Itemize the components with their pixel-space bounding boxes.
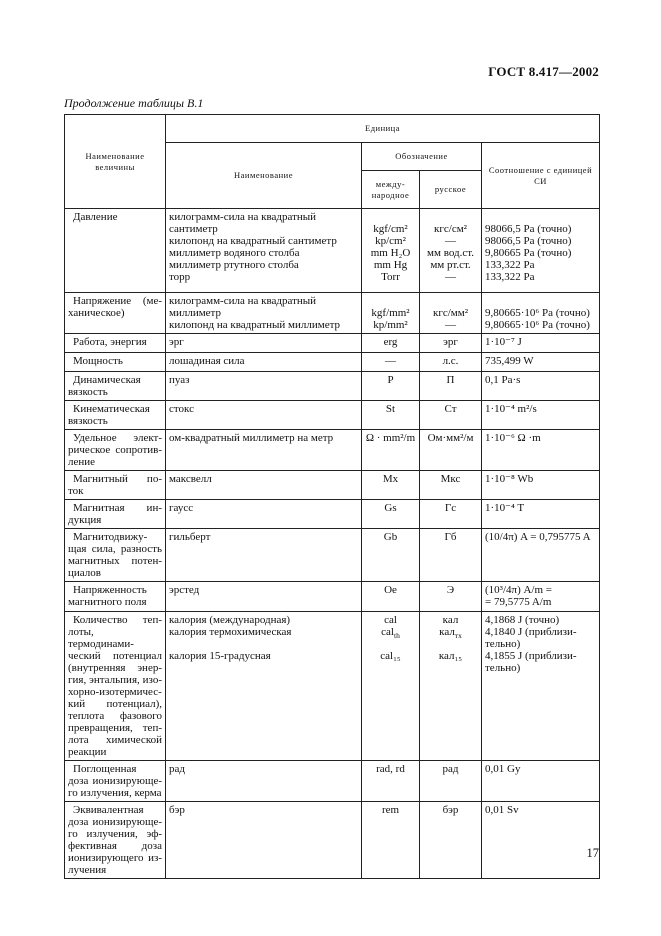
intl-symbol-line: P: [387, 374, 394, 386]
table-row: [65, 293, 600, 334]
rus-symbol-line: эрг: [443, 336, 458, 348]
quantity-line: го излучения, эф-: [68, 828, 162, 840]
russian-symbol-cell: [420, 353, 482, 372]
russian-symbol-cell: [420, 372, 482, 401]
rus-symbol-line: Э: [446, 584, 455, 596]
unit-name-cell: [166, 209, 362, 293]
intl-symbol-line: rad, rd: [376, 763, 405, 775]
unit-name-cell: [166, 761, 362, 802]
si-relation-line: 4,1868 J (точно): [485, 614, 560, 626]
quantity-line: Магнитный по-: [73, 473, 162, 485]
si-relation-line: 1·10⁻⁷ J: [485, 336, 522, 348]
table-row: [65, 401, 600, 430]
quantity-line: Давление: [73, 211, 118, 223]
rus-symbol-line: Гб: [444, 531, 457, 543]
international-symbol-cell: [362, 401, 420, 430]
unit-name-line: сантиметр: [169, 223, 218, 235]
table-row: [65, 529, 600, 582]
si-relation-cell: [482, 293, 600, 334]
russian-symbol-cell: [420, 529, 482, 582]
unit-name-line: ом-квадратный миллиметр на метр: [169, 432, 334, 444]
russian-symbol-cell: [420, 293, 482, 334]
unit-name-line: миллиметр: [169, 307, 221, 319]
quantity-line: щая сила, разность: [68, 543, 162, 555]
si-relation-line: (10/4π) A = 0,795775 A: [485, 531, 591, 543]
unit-name-line: гаусс: [169, 502, 194, 514]
intl-symbol-line: St: [385, 403, 396, 415]
si-relation-line: 1·10⁻⁶ Ω ·m: [485, 432, 541, 444]
quantity-cell: [65, 430, 166, 471]
quantity-line: Магнитная ин-: [73, 502, 162, 514]
quantity-cell: [65, 471, 166, 500]
unit-name-line: килограмм-сила на квадратный: [169, 211, 317, 223]
russian-symbol-cell: [420, 471, 482, 500]
quantity-line: рическое сопротив-: [68, 444, 162, 456]
si-relation-cell: [482, 529, 600, 582]
unit-name-cell: [166, 293, 362, 334]
rus-symbol-line: мм рт.ст.: [430, 259, 471, 271]
unit-name-line: [169, 638, 358, 650]
quantity-line: Кинематическая: [73, 403, 150, 415]
rus-symbol-line: кал: [442, 614, 459, 626]
si-relation-line: 133,322 Pa: [485, 271, 535, 283]
si-relation-line: = 79,5775 A/m: [485, 596, 552, 608]
quantity-line: ческий потенциал: [68, 650, 162, 662]
si-relation-line: 9,80665·10⁶ Pa (точно): [485, 307, 590, 319]
si-relation-cell: [482, 802, 600, 879]
rus-symbol-line: —: [445, 271, 456, 283]
page-number: 17: [586, 846, 599, 860]
table-row: [65, 430, 600, 471]
unit-name-cell: [166, 582, 362, 612]
quantity-line: Напряженность: [73, 584, 147, 596]
si-relation-cell: [482, 612, 600, 761]
si-relation-line: 1·10⁻⁴ T: [485, 502, 525, 514]
international-symbol-cell: [362, 802, 420, 879]
table-row: [65, 612, 600, 761]
unit-name-line: лошадиная сила: [169, 355, 245, 367]
intl-symbol-line: mm H₂O: [370, 247, 411, 259]
unit-name-cell: [166, 430, 362, 471]
rus-symbol-line: [423, 638, 478, 650]
unit-name-line: килопонд на квадратный миллиметр: [169, 319, 341, 331]
intl-symbol-line: cal₁₅: [380, 650, 401, 662]
intl-symbol-line: erg: [383, 336, 398, 348]
quantity-line: лоты, термодинами-: [68, 626, 134, 650]
intl-symbol-line: rem: [381, 804, 400, 816]
unit-name-cell: [166, 500, 362, 529]
intl-symbol-line: kp/cm²: [375, 235, 406, 247]
unit-name-line: калория 15-градусная: [169, 650, 271, 662]
intl-symbol-line: Gs: [384, 502, 397, 514]
intl-symbol-line: [365, 211, 416, 223]
rus-symbol-line: [423, 211, 478, 223]
si-relation-cell: [482, 471, 600, 500]
unit-name-line: калория термохимическая: [169, 626, 292, 638]
intl-symbol-line: Torr: [381, 271, 400, 283]
quantity-line: кий потенциал),: [68, 698, 162, 710]
table-body: [65, 209, 600, 879]
table-row: [65, 372, 600, 401]
intl-symbol-line: [365, 638, 416, 650]
quantity-cell: [65, 612, 166, 761]
international-symbol-cell: [362, 293, 420, 334]
quantity-line: циалов: [68, 567, 101, 579]
intl-symbol-line: kp/mm²: [373, 319, 408, 331]
quantity-line: го излучения, керма: [68, 787, 162, 799]
unit-name-cell: [166, 471, 362, 500]
si-relation-line: 0,01 Sv: [485, 804, 519, 816]
table-row: [65, 802, 600, 879]
quantity-cell: [65, 209, 166, 293]
unit-name-line: килопонд на квадратный сантиметр: [169, 235, 337, 247]
quantity-line: доза ионизирующе-: [68, 775, 162, 787]
table-row: [65, 353, 600, 372]
si-relation-line: тельно): [485, 662, 521, 674]
international-symbol-cell: [362, 334, 420, 353]
intl-symbol-line: Ω · mm²/m: [365, 432, 416, 444]
quantity-line: Поглощенная: [73, 763, 137, 775]
russian-symbol-cell: [420, 334, 482, 353]
quantity-line: теплота фазового: [68, 710, 162, 722]
quantity-line: реакции: [68, 746, 107, 758]
table-row: [65, 471, 600, 500]
intl-symbol-line: mm Hg: [373, 259, 408, 271]
unit-name-line: торр: [169, 271, 191, 283]
quantity-line: магнитных потен-: [68, 555, 162, 567]
si-relation-line: 9,80665·10⁶ Pa (точно): [485, 319, 590, 331]
header-designation: Обозначение: [362, 143, 482, 171]
russian-symbol-cell: [420, 209, 482, 293]
header-russian: русское: [420, 171, 482, 209]
international-symbol-cell: [362, 353, 420, 372]
unit-name-line: рад: [169, 763, 185, 775]
si-relation-line: 4,1840 J (приблизи-: [485, 626, 577, 638]
intl-symbol-line: Mx: [382, 473, 399, 485]
si-relation-cell: [482, 500, 600, 529]
quantity-line: доза ионизирующе-: [68, 816, 162, 828]
quantity-line: Работа, энергия: [73, 336, 147, 348]
unit-name-line: миллиметр ртутного столба: [169, 259, 299, 271]
unit-name-line: пуаз: [169, 374, 190, 386]
quantity-cell: [65, 761, 166, 802]
rus-symbol-line: Ст: [444, 403, 457, 415]
international-symbol-cell: [362, 471, 420, 500]
quantity-line: Напряжение (ме-: [73, 295, 162, 307]
rus-symbol-line: кал$_{тх}$: [439, 626, 462, 641]
table-row: [65, 761, 600, 802]
quantity-line: ханическое): [68, 307, 125, 319]
quantity-line: Удельное элект-: [73, 432, 162, 444]
unit-name-cell: [166, 401, 362, 430]
quantity-line: превращения, теп-: [68, 722, 162, 734]
quantity-cell: [65, 529, 166, 582]
quantity-line: вязкость: [68, 386, 108, 398]
si-relation-line: тельно): [485, 638, 521, 650]
units-table: [64, 114, 600, 879]
russian-symbol-cell: [420, 802, 482, 879]
table-row: [65, 334, 600, 353]
table-row: [65, 582, 600, 612]
international-symbol-cell: [362, 500, 420, 529]
rus-symbol-line: мм вод.ст.: [427, 247, 474, 259]
rus-symbol-line: кал₁₅: [438, 650, 463, 662]
si-relation-line: (10³/4π) A/m =: [485, 584, 552, 596]
si-relation-line: 1·10⁻⁴ m²/s: [485, 403, 537, 415]
rus-symbol-line: бэр: [442, 804, 459, 816]
rus-symbol-line: П: [446, 374, 455, 386]
quantity-cell: [65, 582, 166, 612]
international-symbol-cell: [362, 612, 420, 761]
si-relation-cell: [482, 353, 600, 372]
russian-symbol-cell: [420, 761, 482, 802]
rus-symbol-line: —: [445, 235, 456, 247]
rus-symbol-line: рад: [442, 763, 459, 775]
international-symbol-cell: [362, 209, 420, 293]
table-caption: Продолжение таблицы В.1: [64, 96, 204, 110]
header-unit: Единица: [166, 115, 600, 143]
quantity-cell: [65, 500, 166, 529]
quantity-line: магнитного поля: [68, 596, 147, 608]
russian-symbol-cell: [420, 612, 482, 761]
quantity-line: гия, энтальпия, изо-: [68, 674, 162, 686]
si-relation-line: 98066,5 Pa (точно): [485, 235, 572, 247]
unit-name-cell: [166, 353, 362, 372]
quantity-line: Мощность: [73, 355, 123, 367]
intl-symbol-line: kgf/cm²: [373, 223, 408, 235]
quantity-cell: [65, 334, 166, 353]
unit-name-line: максвелл: [169, 473, 212, 485]
quantity-line: дукция: [68, 514, 102, 526]
international-symbol-cell: [362, 430, 420, 471]
russian-symbol-cell: [420, 401, 482, 430]
unit-name-line: эрг: [169, 336, 184, 348]
si-relation-line: 4,1855 J (приблизи-: [485, 650, 577, 662]
rus-symbol-line: Ом·мм²/м: [427, 432, 474, 444]
si-relation-cell: [482, 209, 600, 293]
quantity-cell: [65, 372, 166, 401]
header-unit-name: Наименование: [166, 143, 362, 209]
si-relation-line: 735,499 W: [485, 355, 534, 367]
rus-symbol-line: л.с.: [442, 355, 459, 367]
quantity-line: вязкость: [68, 415, 108, 427]
russian-symbol-cell: [420, 430, 482, 471]
intl-symbol-line: [365, 295, 416, 307]
quantity-line: Динамическая: [73, 374, 141, 386]
unit-name-line: бэр: [169, 804, 185, 816]
intl-symbol-line: Oe: [384, 584, 397, 596]
document-header: ГОСТ 8.417—2002: [488, 64, 599, 79]
si-relation-line: [485, 211, 596, 223]
international-symbol-cell: [362, 372, 420, 401]
si-relation-cell: [482, 334, 600, 353]
table-row: [65, 209, 600, 293]
header-quantity-name: Наименование величины: [65, 115, 166, 209]
rus-symbol-line: Гс: [444, 502, 457, 514]
quantity-line: Магнитодвижу-: [73, 531, 148, 543]
quantity-line: фективная доза: [68, 840, 162, 852]
unit-name-line: калория (международная): [169, 614, 291, 626]
si-relation-cell: [482, 582, 600, 612]
si-relation-line: 0,01 Gy: [485, 763, 521, 775]
si-relation-cell: [482, 430, 600, 471]
quantity-line: (внутренняя энер-: [68, 662, 162, 674]
unit-name-line: килограмм-сила на квадратный: [169, 295, 317, 307]
si-relation-cell: [482, 401, 600, 430]
quantity-cell: [65, 802, 166, 879]
unit-name-line: гильберт: [169, 531, 211, 543]
si-relation-line: 133,322 Pa: [485, 259, 535, 271]
quantity-line: хорно-изотермичес-: [68, 686, 162, 698]
intl-symbol-line: cal: [384, 614, 397, 626]
quantity-cell: [65, 401, 166, 430]
si-relation-line: 9,80665 Pa (точно): [485, 247, 572, 259]
quantity-line: ток: [68, 485, 84, 497]
quantity-line: лучения: [68, 864, 107, 876]
header-international: между- народное: [362, 171, 420, 209]
header-relation: Соотношение с единицей СИ: [482, 143, 600, 209]
quantity-line: ление: [68, 456, 96, 468]
si-relation-cell: [482, 372, 600, 401]
intl-symbol-line: kgf/mm²: [371, 307, 410, 319]
unit-name-line: стокс: [169, 403, 194, 415]
quantity-line: ионизирующего из-: [68, 852, 162, 864]
unit-name-line: эрстед: [169, 584, 200, 596]
international-symbol-cell: [362, 761, 420, 802]
quantity-line: Количество теп-: [73, 614, 162, 626]
unit-name-cell: [166, 802, 362, 879]
rus-symbol-line: [423, 295, 478, 307]
unit-name-cell: [166, 612, 362, 761]
russian-symbol-cell: [420, 500, 482, 529]
unit-name-cell: [166, 529, 362, 582]
rus-symbol-line: кгс/мм²: [432, 307, 468, 319]
quantity-cell: [65, 353, 166, 372]
international-symbol-cell: [362, 582, 420, 612]
table-row: [65, 500, 600, 529]
si-relation-line: 98066,5 Pa (точно): [485, 223, 572, 235]
unit-name-cell: [166, 372, 362, 401]
quantity-cell: [65, 293, 166, 334]
si-relation-line: 1·10⁻⁸ Wb: [485, 473, 534, 485]
intl-symbol-line: Gb: [383, 531, 398, 543]
russian-symbol-cell: [420, 582, 482, 612]
rus-symbol-line: Мкс: [440, 473, 461, 485]
si-relation-line: 0,1 Pa·s: [485, 374, 521, 386]
international-symbol-cell: [362, 529, 420, 582]
rus-symbol-line: кгс/см²: [434, 223, 467, 235]
si-relation-cell: [482, 761, 600, 802]
unit-name-line: миллиметр водяного столба: [169, 247, 300, 259]
rus-symbol-line: —: [445, 319, 456, 331]
intl-symbol-line: cal$_{th}$: [381, 626, 400, 641]
intl-symbol-line: —: [385, 355, 396, 367]
quantity-line: Эквивалентная: [73, 804, 144, 816]
quantity-line: лота химической: [68, 734, 162, 746]
unit-name-cell: [166, 334, 362, 353]
si-relation-line: [485, 295, 596, 307]
